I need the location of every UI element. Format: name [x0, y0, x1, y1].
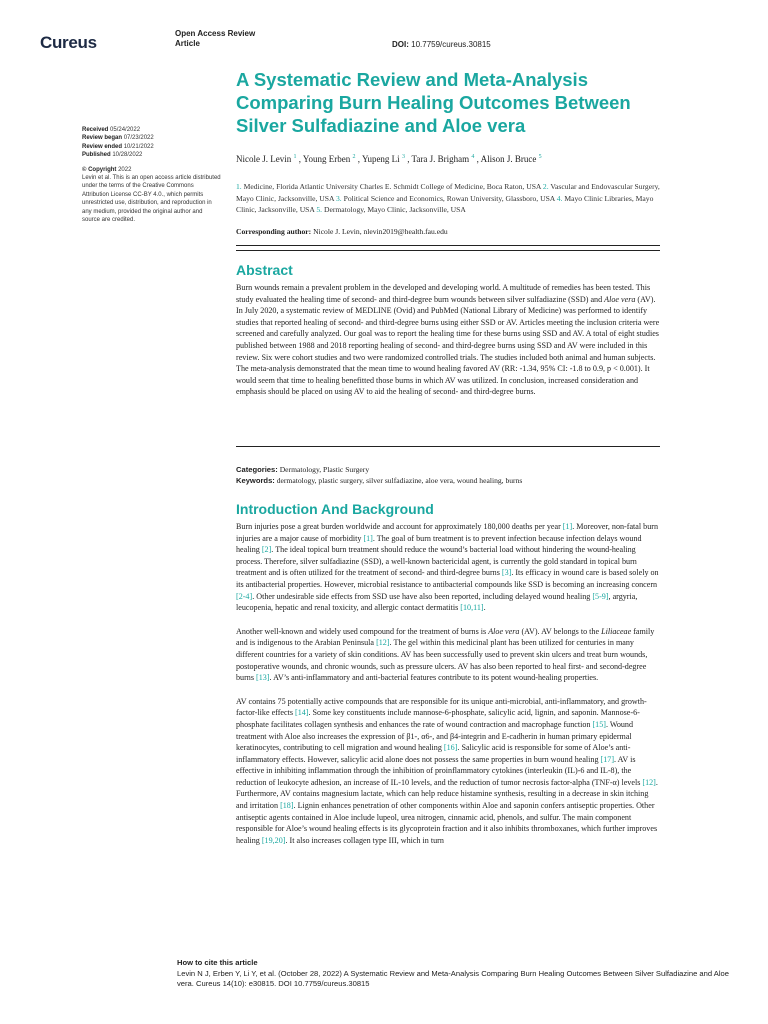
text-run: . The ideal topical burn treatment should reduce the wound’s bacterial load without hindering the wound-healing process. Therefore, silver sulfadiazine (SSD), a well-known bactericidal agent, is currently the gold standard in topical burn treatment and is often utilized for the treatment of second- and third-degree burns [236, 545, 637, 578]
keywords-label: Keywords: [236, 476, 275, 485]
text-run: . Some key constituents include mannose-6-phosphate, salicylic acid, lignin, and saponin. Mannose-6-phosphate facilitates collagen synthesis and enhances the rate of wound contraction and macrophage function [236, 708, 640, 729]
text-run: . Other undesirable side effects from SSD use have also been reported, including delayed wound healing [252, 591, 593, 601]
text-run: AV contains 75 potentially active compounds that are responsible for its unique anti-microbial, anti-inflammatory, and growth-factor-like effects [236, 696, 647, 718]
author-name: Nicole J. Levin [236, 154, 292, 164]
text-run: . Moreover, non-fatal burn injuries are a major cause of morbidity [236, 522, 658, 543]
review-began-label: Review began [82, 135, 123, 142]
review-ended-row [82, 143, 222, 151]
keywords-value: dermatology, plastic surgery, silver sulfadiazine, aloe vera, wound healing, burns [276, 476, 523, 485]
author-list: Nicole J. Levin $^1$ , Young Erben $^2$ , Yupeng Li $^3$ , Tara J. Brigham $^4$ , Alison J. Bruce $^5$ [236, 154, 542, 164]
reference-link[interactable]: [16] [443, 743, 458, 753]
text-run: . Lignin enhances penetration of other components within Aloe and saponin confers antiseptic properties. Other antiseptic agents contained in Aloe include lupeol, urea nitrogen, cinnamic acid, phenols, and sulfur. The main component responsible for Aloe’s wound healing effects is its glycoprotein fraction and it also inhibits thromboxanes, which further improves healing [236, 801, 658, 845]
reference-link[interactable]: [18] [280, 801, 294, 811]
reference-link[interactable]: [19,20] [261, 835, 286, 845]
affiliation-number: 4. [556, 193, 563, 203]
abstract-heading: Abstract [236, 262, 293, 278]
copyright-year: 2022 [118, 166, 132, 173]
author-name: Alison J. Bruce [480, 154, 537, 164]
affiliation-text: Political Science and Economics, Rowan University, Glassboro, USA [343, 193, 555, 203]
article-type-line2: Article [175, 39, 200, 48]
cite-text: Levin N J, Erben Y, Li Y, et al. (October 28, 2022) A Systematic Review and Meta-Analysis Comparing Burn Healing Outcomes Between Silver Sulfadiazine and Aloe vera. Cureus 14(10): e30815. DOI 10.7759/cureus.30815 [177, 968, 729, 988]
author-name: Young Erben [302, 154, 351, 164]
author-affiliation-marker: 1 [293, 154, 297, 160]
corresponding-author [236, 227, 660, 236]
introduction-heading: Introduction And Background [236, 501, 434, 517]
section-divider [236, 245, 660, 246]
keywords-row [236, 475, 660, 486]
text-run: (AV). AV belongs to the [519, 626, 602, 636]
author-affiliation-marker: 2 [352, 154, 356, 160]
reference-link[interactable]: [13] [256, 673, 270, 683]
published-date: 10/28/2022 [112, 152, 143, 159]
reference-link[interactable]: [17] [600, 754, 615, 764]
intro-paragraph-2 [236, 626, 660, 684]
section-divider [236, 250, 660, 251]
license-text: Levin et al. This is an open access article distributed under the terms of the Creative Commons Attribution License CC-BY 4.0., which permits unrestricted use, distribution, and reproduction in any medium, provided the original author and source are credited. [82, 175, 221, 224]
text-run: . AV is effective in inhibiting inflammation through the inhibition of proinflammatory cytokines (interleukin (IL)-6 and IL-8), the reduction of leukocyte adhesion, an increase of IL-10 levels, and the reduction of tumor necrosis factor-alpha (TNF-α) levels [236, 754, 643, 787]
affiliation-text: Vascular and Endovascular Surgery, Mayo Clinic, Jacksonville, USA [236, 182, 660, 203]
copyright-label: © Copyright [82, 166, 117, 173]
affiliation-text: Mayo Clinic Libraries, Mayo Clinic, Jacksonville, USA [236, 193, 654, 215]
categories-label: Categories: [236, 465, 278, 474]
abstract-text-rest: (AV). In July 2020, a systematic review of MEDLINE (Ovid) and PubMed (National Library of Medicine) was performed to identify studies that reported healing of second- and third-degree burns using either SSD or AV. Articles meeting the inclusion criteria were screened and carefully analyzed. Our goal was to report the healing time for these burns using SSD and AV. A total of eight studies published between 1988 and 2018 reporting healing of second- and third-degree burns using SSD and AV were included in this review. Six were cohort studies and two were randomized controlled trials. The studies included both animal and human subjects. The meta-analysis demonstrated that the mean time to wound healing favored AV (RR: -1.34, 95% CI: -1.8 to 0.9, p < 0.001). It would seem that time to healing benefitted those burns in which AV was utilized. In conclusion, increased consideration and emphasis should be placed on using AV to aid the healing of second- and third-degree burns. [236, 294, 660, 397]
text-run: . Salicylic acid is responsible for some of Aloe’s anti-inflammatory effects. However, salicylic acid alone does not possess the same properties in burn wound healing [236, 743, 631, 764]
received-label: Received [82, 127, 109, 133]
abstract-text [236, 282, 660, 398]
doi-value[interactable]: 10.7759/cureus.30815 [411, 40, 491, 49]
review-ended-date: 10/21/2022 [123, 143, 154, 150]
text-run: family and is indigenous to the Arabian Peninsula [236, 626, 655, 648]
introduction-section [236, 501, 660, 846]
affiliation-text: Dermatology, Mayo Clinic, Jacksonville, USA [323, 205, 466, 215]
affiliation-number: 3. [336, 193, 342, 203]
received-date: 05/24/2022 [110, 127, 141, 133]
doi-label: DOI: [392, 40, 409, 49]
affiliations [236, 181, 660, 216]
text-run: . AV’s anti-inflammatory and anti-bacterial features contribute to its potent wound-healing properties. [269, 673, 599, 683]
italic-term: Liliaceae [601, 626, 632, 636]
reference-link[interactable]: [3] [501, 568, 512, 578]
corresponding-value: Nicole J. Levin, nlevin2019@health.fau.edu [313, 226, 448, 236]
categories-keywords [236, 464, 660, 486]
text-run: . It also increases collagen type III, which in turn [285, 835, 444, 845]
reference-link[interactable]: [15] [592, 719, 606, 729]
reference-link[interactable]: [2] [261, 545, 272, 555]
reference-link[interactable]: [5-9] [592, 591, 609, 601]
author-name: Yupeng Li [361, 154, 400, 164]
text-run: . Its efficacy in wound care is based solely on its antibacterial properties. However, microbial resistance to antibacterial compounds like SSD is becoming an increasing concern [236, 568, 659, 589]
review-began-date: 07/23/2022 [123, 135, 154, 142]
text-run: Another well-known and widely used compound for the treatment of burns is [236, 626, 489, 636]
article-type [175, 29, 255, 49]
categories-value[interactable]: Dermatology, Plastic Surgery [279, 465, 370, 474]
article-header [236, 68, 660, 236]
how-to-cite [177, 958, 737, 990]
cite-heading: How to cite this article [177, 958, 258, 967]
text-run: . [483, 603, 486, 613]
text-run: . The gel within this medicinal plant has been utilized for centuries in many different countries for a variety of skin conditions. AV has been successfully used to prevent skin ulcers and treat burn wounds, postoperative wounds, and chronic wounds, such as pressure ulcers. AV has also been reported to heal first- and second-degree burns [236, 638, 648, 683]
author-affiliation-marker: 4 [471, 154, 475, 160]
header-doi [392, 40, 491, 49]
reference-link[interactable]: [10,11] [460, 603, 484, 613]
reference-link[interactable]: [12] [376, 638, 390, 648]
published-row [82, 151, 222, 159]
text-run: . The goal of burn treatment is to prevent infection because infection delays wound healing [236, 533, 642, 555]
text-run: . Wound treatment with Aloe also increases the expression of β1-, α6-, and β4-integrin and E-cadherin in human primary epidermal keratinocytes, contributing to cell migration and wound healing [236, 719, 634, 753]
published-label: Published [82, 152, 111, 159]
article-type-line1: Open Access Review [175, 29, 256, 38]
intro-paragraph-3 [236, 696, 660, 847]
copyright-row [82, 166, 222, 174]
affiliation-number: 5. [316, 205, 323, 215]
reference-link[interactable]: [14] [295, 708, 309, 718]
categories-row [236, 464, 660, 475]
cureus-logo[interactable]: Cureus [40, 33, 97, 52]
text-run: , argyria, leucopenia, hepatic and renal toxicity, and allergic contact dermatitis [236, 591, 638, 613]
intro-paragraph-1 [236, 521, 660, 614]
corresponding-label: Corresponding author: [236, 226, 312, 236]
reference-link[interactable]: [1] [562, 522, 573, 531]
abstract-italic-term: Aloe vera [604, 294, 636, 304]
abstract-section [236, 262, 660, 398]
article-history-sidebar [82, 126, 222, 224]
author-affiliation-marker: 3 [401, 154, 405, 160]
reference-link[interactable]: [1] [363, 533, 373, 543]
abstract-text-part: Burn wounds remain a prevalent problem in the developed and developing world. A multitude of remedies has been tested. This study evaluated the healing time of second- and third-degree burn wounds between silver sulfadiazine (SSD) and [236, 283, 651, 304]
reference-link[interactable]: [2-4] [236, 591, 253, 601]
author-affiliation-marker: 5 [538, 154, 542, 160]
article-title: A Systematic Review and Meta-Analysis Comparing Burn Healing Outcomes Between Silver Sulfadiazine and Aloe vera [236, 69, 631, 136]
italic-term: Aloe vera [488, 626, 520, 636]
review-ended-label: Review ended [82, 143, 123, 150]
received-row [82, 126, 222, 134]
author-name: Tara J. Brigham [411, 154, 470, 164]
affiliation-text: Medicine, Florida Atlantic University Charles E. Schmidt College of Medicine, Boca Raton, USA [243, 182, 541, 191]
text-run: Burn injuries pose a great burden worldwide and account for approximately 180,000 deaths per year [236, 522, 563, 531]
section-divider [236, 446, 660, 447]
text-run: . Furthermore, AV contains magnesium lactate, which can help reduce histamine synthesis, resulting in a decrease in skin itching and irritation [236, 777, 658, 811]
affiliation-number: 1. [236, 182, 242, 191]
review-began-row [82, 134, 222, 142]
affiliation-number: 2. [542, 182, 549, 191]
reference-link[interactable]: [12] [642, 777, 656, 787]
